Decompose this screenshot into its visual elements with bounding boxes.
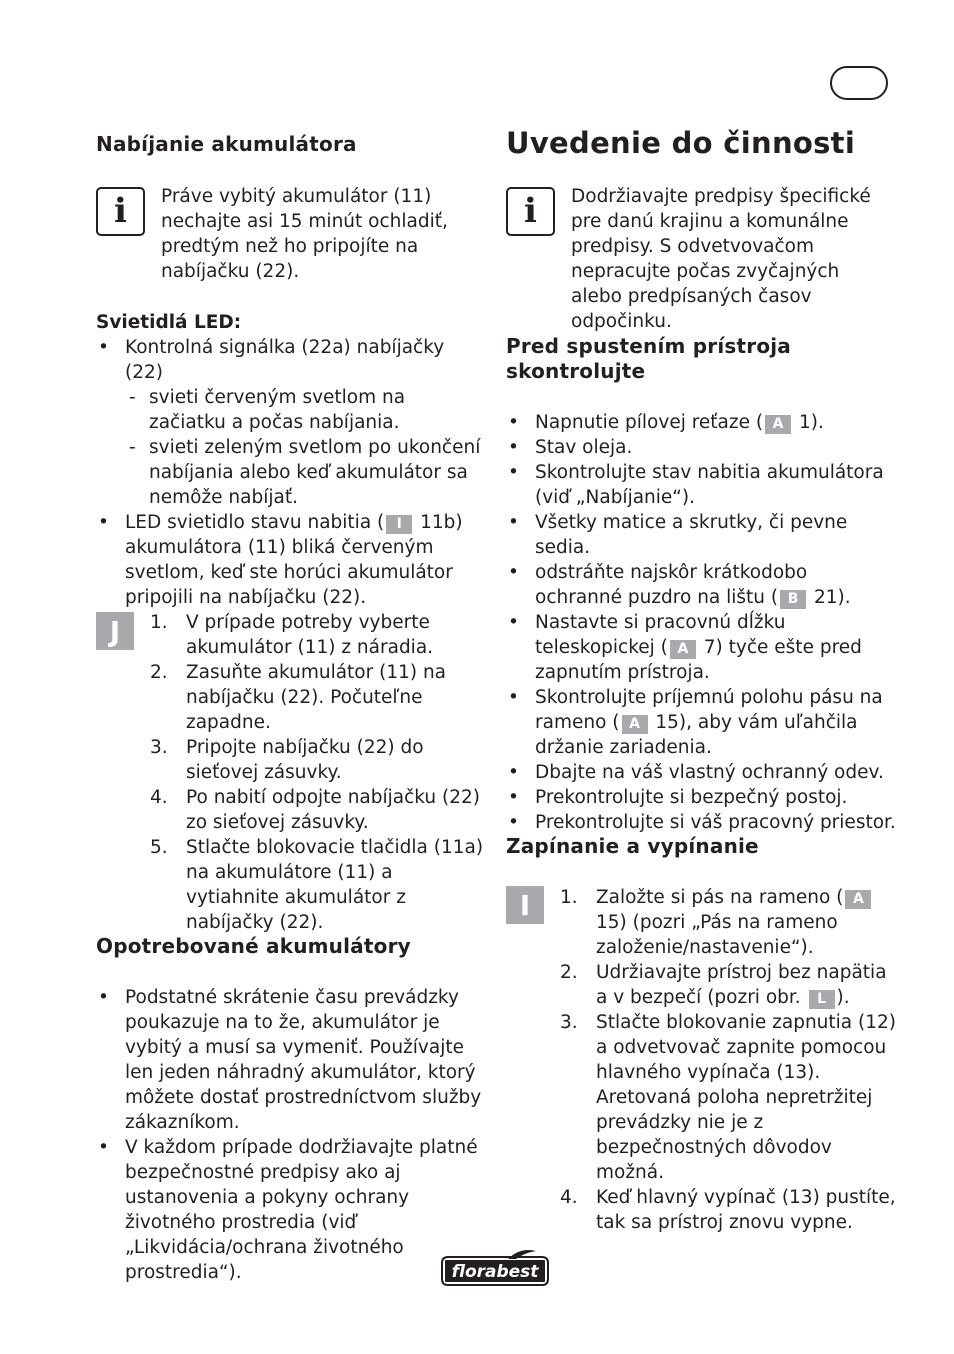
led-heading: Svietidlá LED: <box>96 312 242 333</box>
list-item: 2. Zasuňte akumulátor (11) na nabíjačku (22). Počuteľne zapadne. <box>150 662 447 733</box>
list-item: • Skontrolujte príjemnú polohu pásu na rameno ( A 15), aby vám uľahčila držanie zariadenia. <box>506 685 896 760</box>
figure-tag: A <box>765 415 791 434</box>
language-badge <box>830 66 888 100</box>
figure-tag: B <box>780 590 806 609</box>
list-item: • Prekontrolujte si bezpečný postoj. <box>506 785 896 810</box>
info-icon: i <box>506 187 555 236</box>
list-item: 2. Udržiavajte prístroj bez napätia a v bezpečí (pozri obr. L ). <box>560 962 887 1008</box>
led-bullet-1: Kontrolná signálka (22a) nabíjačky (22) <box>125 337 445 383</box>
list-item: 1. Založte si pás na rameno ( A 15) (pozri „Pás na rameno založenie/nastavenie“). <box>560 885 896 960</box>
check-list <box>506 410 896 835</box>
florabest-logo <box>438 1247 552 1289</box>
worn-batteries-list <box>96 985 486 1285</box>
list-item: • Napnutie pílovej reťaze ( A 1). <box>506 410 896 435</box>
list-item: • odstráňte najskôr krátkodobo ochranné puzdro na lištu ( B 21). <box>506 560 896 610</box>
list-item: 3. Stlačte blokovanie zapnutia (12) a odvetvovač zapnite pomocou hlavného vypínača (13). Aretovaná poloha nepretržitej prevádzky nie je z bezpečnostných dôvodov možná. <box>560 1012 896 1183</box>
led-list <box>96 335 486 610</box>
figure-badge-i: I <box>506 886 544 924</box>
figure-tag: A <box>845 890 871 909</box>
on-off-steps <box>560 885 896 1235</box>
list-item: 1. V prípade potreby vyberte akumulátor (11) z náradia. <box>150 612 434 658</box>
list-item: • Prekontrolujte si váš pracovný priestor. <box>506 810 896 835</box>
startup-info-text: Dodržiavajte predpisy špecifické pre danú krajinu a komunálne predpisy. S odvetvovačom nepracujte počas zvyčajných alebo predpísaných časov odpočinku. <box>571 186 871 332</box>
list-item <box>96 335 486 510</box>
list-item: • Stav oleja. <box>506 435 896 460</box>
charging-info-text: Práve vybitý akumulátor (11) nechajte asi 15 minút ochladiť, predtým než ho pripojíte na nabíjačku (22). <box>161 186 448 282</box>
figure-tag: A <box>670 640 696 659</box>
list-item: • Dbajte na váš vlastný ochranný odev. <box>506 760 896 785</box>
figure-tag: L <box>809 990 835 1009</box>
logo-text: florabest <box>451 1262 539 1282</box>
list-item: 3. Pripojte nabíjačku (22) do sieťovej zásuvky. <box>150 737 424 783</box>
on-off-heading: Zapínanie a vypínanie <box>506 834 759 858</box>
worn-batteries-heading: Opotrebované akumulátory <box>96 934 411 958</box>
list-item: • Skontrolujte stav nabitia akumulátora (viď „Nabíjanie“). <box>506 460 896 510</box>
list-item: • Podstatné skrátenie času prevádzky poukazuje na to že, akumulátor je vybitý a musí sa vymeniť. Používajte len jeden náhradný akumulátor, ktorý môžete dostať prostredníctvom služby zákazníkom. <box>96 985 486 1135</box>
info-icon: i <box>96 187 145 236</box>
figure-badge-j: J <box>96 612 134 650</box>
list-item: • LED svietidlo stavu nabitia ( I 11b) akumulátora (11) bliká červeným svetlom, keď ste horúci akumulátor pripojili na nabíjačku (22). <box>96 510 486 610</box>
charging-info-box <box>96 184 491 284</box>
led-section <box>96 310 486 610</box>
list-item: 5. Stlačte blokovacie tlačidla (11a) na akumulátore (11) a vytiahnite akumulátor z nabíjačky (22). <box>150 837 484 933</box>
list-item: 4. Po nabití odpojte nabíjačku (22) zo sieťovej zásuvky. <box>150 787 481 833</box>
startup-info-box <box>506 184 896 334</box>
check-heading: Pred spustením prístroja skontrolujte <box>506 334 792 383</box>
charging-heading: Nabíjanie akumulátora <box>96 132 357 156</box>
list-item: • V každom prípade dodržiavajte platné bezpečnostné predpisy ako aj ustanovenia a pokyny ochrany životného prostredia (viď „Likvidácia/ochrana životného prostredia“). <box>96 1135 486 1285</box>
led-sublist <box>125 385 486 510</box>
charging-steps <box>150 610 490 935</box>
figure-tag: I <box>386 515 412 534</box>
figure-tag: A <box>622 715 648 734</box>
page-title: Uvedenie do činnosti <box>506 126 856 160</box>
list-item: - svieti zeleným svetlom po ukončení nabíjania alebo keď akumulátor sa nemôže nabíjať. <box>125 435 486 510</box>
list-item: - svieti červeným svetlom na začiatku a počas nabíjania. <box>125 385 486 435</box>
list-item: 4. Keď hlavný vypínač (13) pustíte, tak sa prístroj znovu vypne. <box>560 1187 896 1233</box>
list-item: • Nastavte si pracovnú dĺžku teleskopickej ( A 7) tyče ešte pred zapnutím prístroja. <box>506 610 896 685</box>
list-item: • Všetky matice a skrutky, či pevne sedia. <box>506 510 896 560</box>
